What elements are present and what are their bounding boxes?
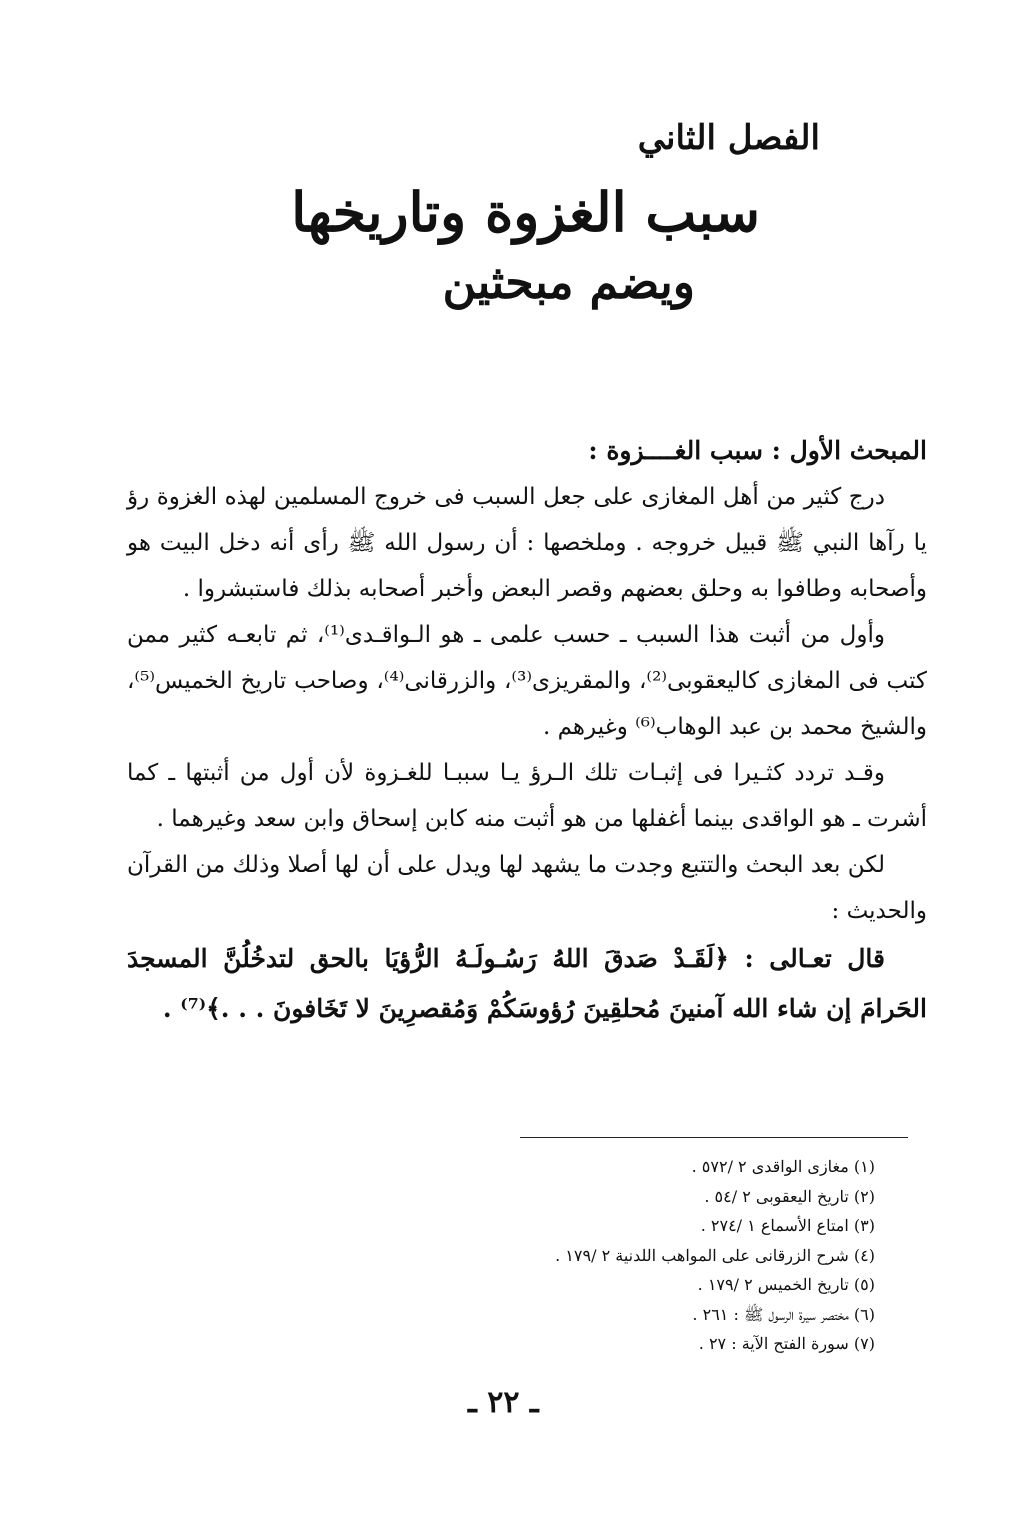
footnote-5: (٥) تاريخ الخميس ٢ /١٧٩ . xyxy=(697,1275,875,1294)
paragraph-3: وقـد تردد كثـيرا فى إثبـات تلك الـرؤ يـا سببـا للغـزوة لأن أول من أثبتها ـ كما أشرت ـ هو الواقدى بينما أغفلها من هو أثبت منه كابن إسحاق وابن سعد وغيرهما . xyxy=(127,760,927,832)
chapter-label: الفصل الثاني xyxy=(637,118,820,158)
paragraph-1: درج كثير من أهل المغازى على جعل السبب فى خروج المسلمين لهذه الغزوة رؤ يا رآها النبي ﷺ قبيل خروجه . وملخصها : أن رسول الله ﷺ رأى أنه دخل البيت هو وأصحابه وطافوا به وحلق بعضهم وقصر البعض وأخبر أصحابه بذلك فاستبشروا . xyxy=(127,484,927,602)
page-number: ـ ٢٢ ـ xyxy=(468,1385,539,1420)
footnote-1: (١) مغازى الواقدى ٢ /٥٧٢ . xyxy=(691,1157,875,1176)
footnote-3: (٣) امتاع الأسماع ١ /٢٧٤ . xyxy=(700,1216,875,1235)
section-heading: المبحث الأول : سبب الغــــزوة : xyxy=(588,436,927,465)
quran-verse-paragraph: قال تعـالى : ﴿لَقَـدْ صَدقَ اللهُ رَسُـولَـهُ الرُّؤيَا بالحق لتدخُلُنَّ المسجدَ الحَرامَ إن شاء الله آمنينَ مُحلقِينَ رُؤوسَكُمْ وَمُقصرِينَ لا تَخَافونَ . . .﴾⁽⁷⁾ . xyxy=(127,944,927,1023)
chapter-subtitle: ويضم مبحثين xyxy=(442,255,695,309)
chapter-title: سبب الغزوة وتاريخها xyxy=(291,180,760,244)
main-text xyxy=(127,428,927,1034)
footnote-6: (٦) مختصر سيرة الرسول ﷺ : ٢٦١ . xyxy=(692,1304,875,1324)
footnotes xyxy=(375,1152,875,1359)
footnote-2: (٢) تاريخ اليعقوبى ٢ /٥٤ . xyxy=(704,1186,875,1206)
paragraph-2: وأول من أثبت هذا السبب ـ حسب علمى ـ هو الـواقـدى⁽¹⁾، ثم تابعـه كثير ممن كتب فى المغازى كاليعقوبى⁽²⁾، والمقريزى⁽³⁾، والزرقانى⁽⁴⁾، وصاحب تاريخ الخميس⁽⁵⁾، والشيخ محمد بن عبد الوهاب⁽⁶⁾ وغيرهم . xyxy=(127,622,927,740)
footnote-divider xyxy=(520,1137,908,1138)
paragraph-4: لكن بعد البحث والتتبع وجدت ما يشهد لها ويدل على أن لها أصلا وذلك من القرآن والحديث : xyxy=(127,852,927,924)
footnote-7: (٧) سورة الفتح الآية : ٢٧ . xyxy=(698,1334,875,1353)
footnote-4: (٤) شرح الزرقانى على المواهب اللدنية ٢ /١٧٩ . xyxy=(555,1245,875,1265)
